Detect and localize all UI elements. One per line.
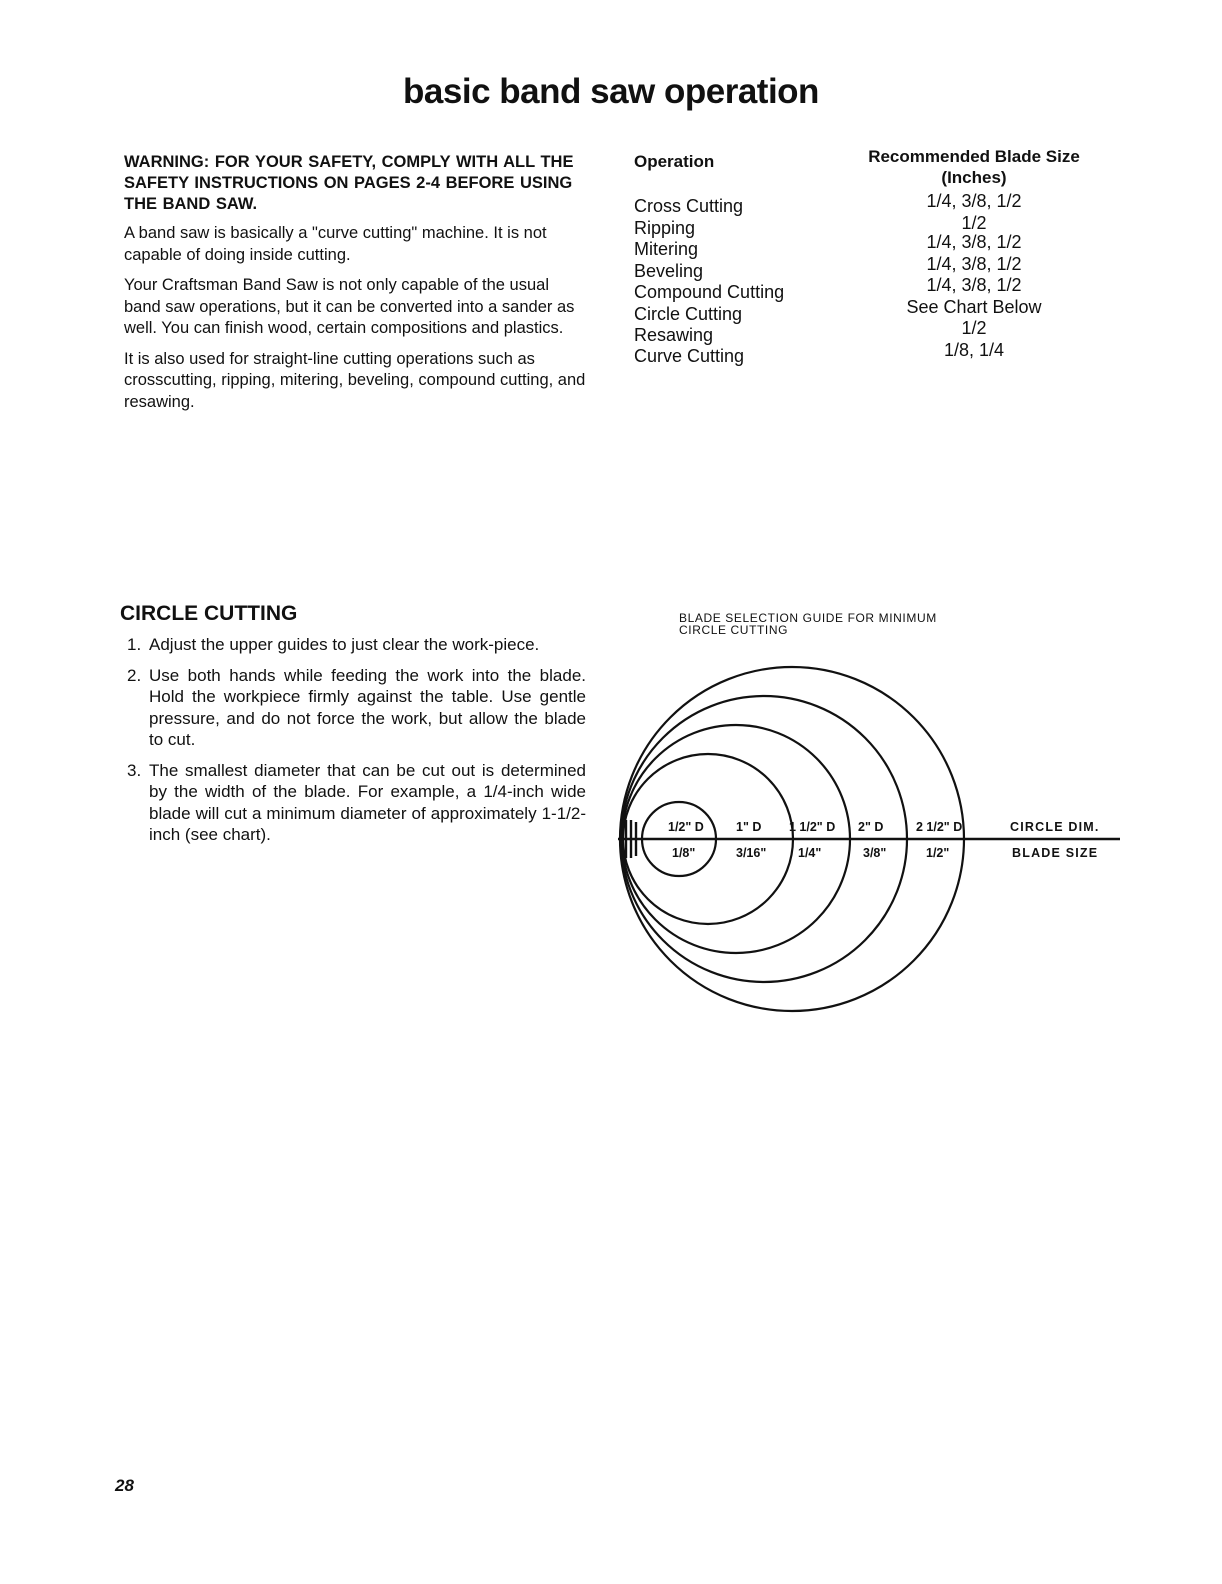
blade-guide-caption-line: CIRCLE CUTTING (679, 623, 789, 637)
operation-column-header: Operation (634, 152, 715, 171)
blade-size-label: 1/4" (798, 846, 822, 860)
blade-size-value: See Chart Below (906, 297, 1042, 317)
operation-name: Curve Cutting (634, 346, 745, 366)
blade-selection-diagram (600, 650, 1140, 1030)
operation-name: Compound Cutting (634, 282, 785, 302)
blade-size-value: 1/4, 3/8, 1/2 (926, 254, 1022, 274)
blade-size-value: 1/2 (961, 318, 987, 338)
blade-guide-caption (679, 612, 1039, 636)
circle-dim-label: 2 1/2" D (916, 820, 963, 834)
step-text: Use both hands while feeding the work into the blade. Hold the workpiece firmly against the table. Use gentle pressure, and do not force the work, but allow the blade to cut. (149, 665, 586, 749)
circle-cutting-heading: CIRCLE CUTTING (120, 602, 298, 625)
blade-size-row-label: BLADE SIZE (1012, 846, 1099, 860)
page-number: 28 (115, 1476, 134, 1495)
blade-size-label: 1/8" (672, 846, 696, 860)
instruction-step (120, 760, 586, 846)
blade-size-value: 1/8, 1/4 (943, 340, 1005, 360)
operation-name: Circle Cutting (634, 304, 743, 324)
blade-size-label: 3/16" (736, 846, 767, 860)
blade-size-value: 1/4, 3/8, 1/2 (926, 232, 1022, 252)
intro-column (124, 152, 586, 422)
safety-warning: WARNING: FOR YOUR SAFETY, COMPLY WITH ALL THE SAFETY INSTRUCTIONS ON PAGES 2-4 BEFORE USING THE BAND SAW. (124, 153, 574, 213)
operation-name: Beveling (634, 261, 704, 281)
step-number: 2. (127, 665, 142, 685)
blade-size-header-line: Recommended Blade Size (868, 147, 1080, 166)
intro-paragraph: Your Craftsman Band Saw is not only capable of the usual band saw operations, but it can be converted into a sander as well. You can finish wood, certain compositions and plastics. (124, 276, 575, 337)
blade-size-label: 1/2" (926, 846, 950, 860)
circle-dim-label: 1/2" D (668, 820, 704, 834)
blade-size-column-header (844, 146, 1104, 188)
blade-size-label: 3/8" (863, 846, 887, 860)
blade-size-value: 1/2 (961, 213, 987, 233)
instruction-step (120, 634, 586, 656)
intro-paragraph: A band saw is basically a "curve cutting" machine. It is not capable of doing inside cutting. (124, 224, 547, 264)
blade-size-value: 1/4, 3/8, 1/2 (926, 191, 1022, 211)
step-number: 1. (127, 635, 142, 654)
step-text: The smallest diameter that can be cut out is determined by the width of the blade. For example, a 1/4-inch wide blade will cut a minimum diameter of approximately 1-1/2-inch (see chart). (149, 760, 586, 844)
step-number: 3. (127, 760, 142, 780)
step-text: Adjust the upper guides to just clear the work-piece. (149, 635, 540, 654)
intro-paragraph: It is also used for straight-line cutting operations such as crosscutting, ripping, mitering, beveling, compound cutting, and resawing. (124, 349, 586, 411)
table-row (634, 340, 1104, 368)
operation-name: Cross Cutting (634, 196, 744, 216)
circle-dim-label: 1 1/2" D (789, 820, 836, 834)
circle-dim-row-label: CIRCLE DIM. (1010, 820, 1100, 834)
blade-guide-caption-line: BLADE SELECTION GUIDE FOR MINIMUM (679, 611, 937, 625)
circle-dim-label: 1" D (736, 820, 762, 834)
circle-dim-label: 2" D (858, 820, 884, 834)
operation-name: Mitering (634, 239, 699, 259)
blade-size-header-units: (Inches) (941, 168, 1007, 187)
instruction-step (120, 665, 586, 751)
blade-size-value: 1/4, 3/8, 1/2 (926, 275, 1022, 295)
page-title: basic band saw operation (403, 72, 819, 111)
circle-cutting-section (120, 602, 586, 855)
operation-name: Ripping (634, 218, 696, 238)
operation-name: Resawing (634, 325, 714, 345)
